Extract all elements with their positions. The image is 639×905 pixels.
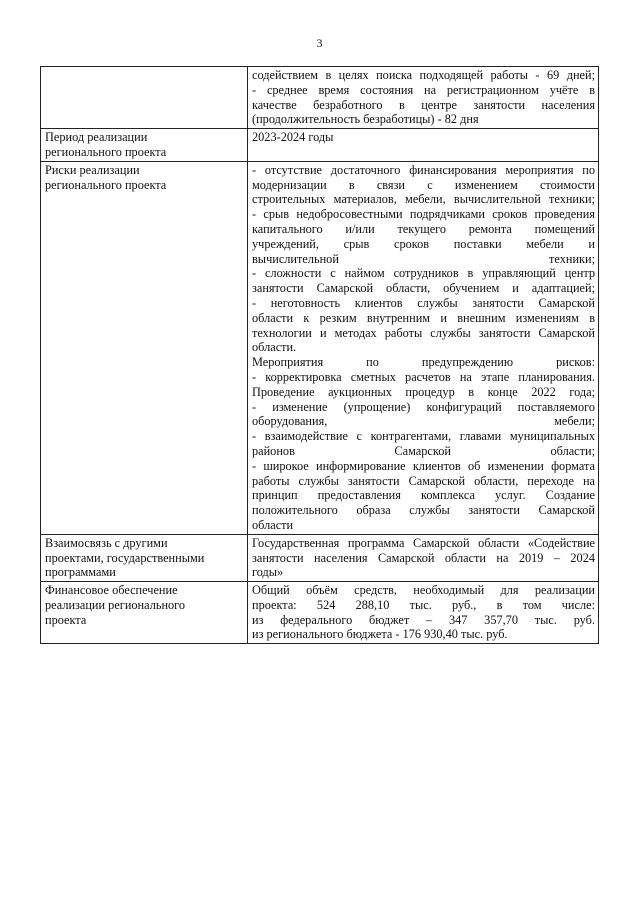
page-number: 3 [316, 36, 323, 50]
row-value-line: годы» [252, 565, 284, 580]
row-label-line: Период реализации [45, 130, 148, 145]
row-value-cell [248, 534, 599, 581]
row-value-line: из федерального бюджет – 347 357,70 тыс. руб. [252, 612, 595, 627]
row-value-line: - сложности с наймом сотрудников в управляющий центр [252, 266, 595, 281]
row-value-line: Общий объём средств, необходимый для реализации [252, 583, 595, 598]
row-value-cell [248, 67, 599, 129]
row-value-line: строительных материалов, мебели, вычислительной техники; [252, 192, 595, 207]
row-value-line: технологии и методах работы службы занятости Самарской [252, 325, 595, 340]
row-label-line: Взаимосвязь с другими [45, 535, 168, 550]
row-value-line: - отсутствие достаточного финансирования мероприятия по [252, 162, 595, 177]
row-label-cell [41, 129, 248, 162]
row-value-cell [248, 161, 599, 534]
row-value-line: области. [252, 340, 297, 355]
row-label-line: проекта [45, 612, 87, 627]
row-value-line: занятости Самарской области, обучением и адаптацией; [252, 281, 595, 296]
row-value-line: - корректировка сметных расчетов на этапе планирования. [252, 369, 595, 384]
row-label-cell [41, 161, 248, 534]
row-value-line: области к резким внутренним и внешним изменениям в [252, 310, 595, 325]
row-value-line: содействием в целях поиска подходящей работы - 69 дней; [252, 68, 595, 82]
row-value-line: из регионального бюджета - 176 930,40 тыс. руб. [252, 627, 508, 642]
row-value-line: - широкое информирование клиентов об изменении формата [252, 458, 595, 473]
table-body [41, 67, 599, 644]
row-value-line: Государственная программа Самарской области «Содействие [252, 535, 595, 550]
row-value-line: - срыв недобросовестными подрядчиками сроков проведения [252, 207, 595, 222]
row-value-line: Проведение аукционных процедур в конце 2022 года; [252, 384, 595, 399]
row-label-line: программами [45, 565, 116, 580]
row-value-cell [248, 582, 599, 644]
row-value-line: Мероприятия по предупреждению рисков: [252, 355, 595, 370]
row-label-cell [41, 67, 248, 129]
row-label-line: Финансовое обеспечение [45, 583, 178, 598]
row-label-line: реализации регионального [45, 597, 186, 612]
row-label-line: регионального проекта [45, 144, 167, 159]
row-value-line: - взаимодействие с контрагентами, главами муниципальных [252, 429, 595, 444]
row-value-line: проекта: 524 288,10 тыс. руб., в том числе: [252, 597, 595, 612]
row-label-cell [41, 534, 248, 581]
row-value-line: капитального и/или текущего ремонта помещений [252, 221, 595, 236]
table-row [41, 582, 599, 644]
row-value-line: - неготовность клиентов службы занятости Самарской [252, 295, 595, 310]
row-value-line: (продолжительность безработицы) - 82 дня [252, 112, 479, 127]
table-row [41, 161, 599, 534]
row-label-cell [41, 582, 248, 644]
row-value-line: - изменение (упрощение) конфигураций поставляемого [252, 399, 595, 414]
row-value-line: работы службы занятости Самарской области, переходе на [252, 473, 595, 488]
project-passport-table [40, 66, 599, 644]
row-value-line: области [252, 517, 294, 532]
row-value-line: модернизации в связи с изменением стоимости [252, 177, 595, 192]
table-row [41, 67, 599, 129]
table-row [41, 129, 599, 162]
row-value-line: учреждений, срыв сроков поставки мебели и [252, 236, 595, 251]
row-label-line: Риски реализации [45, 162, 140, 177]
row-value-line: положительного образа службы занятости Самарской [252, 503, 595, 518]
row-label-line: регионального проекта [45, 177, 167, 192]
row-value-cell [248, 129, 599, 162]
row-label-line: проектами, государственными [45, 550, 205, 565]
row-value-line: качестве безработного в центре занятости населения [252, 97, 595, 112]
row-value-line: - среднее время состояния на регистрационном учёте в [252, 82, 595, 97]
row-value-line: районов Самарской области; [252, 443, 595, 458]
row-value-line: принцип предоставления комплекса услуг. Создание [252, 488, 595, 503]
row-value-line: вычислительной техники; [252, 251, 595, 266]
row-value-line: оборудования, мебели; [252, 414, 595, 429]
table-row [41, 534, 599, 581]
row-value-line: 2023-2024 годы [252, 130, 334, 145]
row-value-line: занятости населения Самарской области на 2019 – 2024 [252, 550, 595, 565]
